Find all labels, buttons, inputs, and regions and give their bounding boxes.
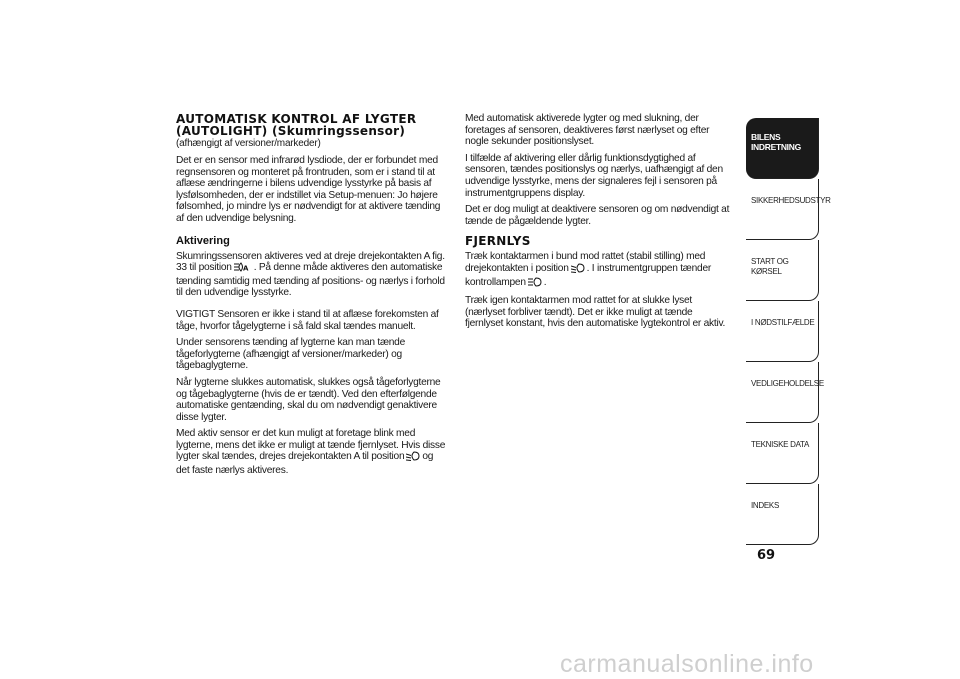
- heading-line-2: (AUTOLIGHT) (Skumringssensor): [176, 124, 406, 138]
- right-column: [465, 113, 731, 335]
- activation-paragraph: Skumringssensoren aktiveres ved at dreje drejekontakten A fig. 33 til position A . På denne måde aktiveres den automatiske tænding samtidig med tænding af positions- og nærlys i forhold til den udvendige lysstyrke.: [176, 250, 445, 299]
- tab-start-og-korsel[interactable]: START OG KØRSEL: [746, 240, 819, 301]
- important-paragraph: VIGTIGT Sensoren er ikke i stand til at aflæse forekomsten af tåge, hvorfor tågelygterne i så fald skal tændes manuelt.: [176, 308, 439, 332]
- tab-sikkerhedsudstyr[interactable]: SIKKERHEDSUDSTYR: [746, 179, 819, 240]
- section-heading: [176, 113, 448, 137]
- tab-tekniske-data[interactable]: TEKNISKE DATA: [746, 423, 819, 484]
- high-beam-paragraph: Træk kontaktarmen i bund mod rattet (stabil stilling) med drejekontakten i position . I instrumentgruppen tænder kontrollampen .: [465, 251, 731, 290]
- flash-paragraph: Med aktiv sensor er det kun muligt at foretage blink med lygterne, mens det ikke er muligt at tænde fjernlyset. Hvis disse lygter skal tændes, drejes drejekontakten A til position og det faste nærlys aktiveres.: [176, 428, 446, 477]
- version-note: (afhængigt af versioner/markeder): [176, 138, 321, 149]
- low-beam-icon: [571, 263, 585, 277]
- auto-light-icon: [234, 262, 252, 276]
- low-beam-icon: [406, 451, 420, 465]
- sensor-fault-paragraph: I tilfælde af aktivering eller dårlig funktionsdygtighed af sensoren, tændes positionslys og nærlys, uafhængigt af den udvendige lysstyrke, mens der signaleres fejl i sensoren på instrumentgruppens display.: [465, 152, 723, 199]
- auto-off-paragraph: Når lygterne slukkes automatisk, slukkes også tågeforlygterne og tågebaglygterne (hvis de er tændt). Ved den efterfølgende automatiske gentænding, skal du om nødvendigt genaktivere disse lygter.: [176, 376, 441, 423]
- high-beam-icon: [528, 277, 542, 291]
- auto-off-sequence-paragraph: Med automatisk aktiverede lygter og med slukning, der foretages af sensoren, deaktiveres først nærlyset og efter nogle sekunder positionslyset.: [465, 113, 710, 148]
- tab-vedligeholdelse[interactable]: VEDLIGEHOLDELSE: [746, 362, 819, 423]
- tab-bilens-indretning[interactable]: BILENS INDRETNING: [746, 118, 819, 179]
- watermark: carmanualsonline.info: [560, 650, 814, 678]
- deactivate-paragraph: Det er dog muligt at deaktivere sensoren og om nødvendigt at tænde de pågældende lygter.: [465, 204, 730, 227]
- intro-paragraph: Det er en sensor med infrarød lysdiode, der er forbundet med regnsensoren og monteret på frontruden, som er i stand til at aflæse ændringerne i bilens udvendige lysstyrke på basis af lysfølsomheden, der er indstillet via Setup-menuen: Jo højere følsomhed, jo mindre lys er nødvendigt for at aktivere tænding af den udvendige belysning.: [176, 155, 441, 224]
- fjernlys-heading: FJERNLYS: [465, 234, 531, 249]
- svg-text:A: A: [242, 264, 248, 273]
- high-beam-off-paragraph: Træk igen kontaktarmen mod rattet for at slukke lyset (nærlyset forbliver tændt). Det er ikke muligt at tænde fjernlyset konstant, hvis den automatiske lygtekontrol er aktiv.: [465, 295, 726, 330]
- left-column: [176, 113, 448, 482]
- subheading-aktivering: Aktivering: [176, 234, 230, 247]
- tab-indeks[interactable]: INDEKS: [746, 484, 819, 545]
- page-number: 69: [757, 548, 776, 563]
- heading-line-1: AUTOMATISK KONTROL AF LYGTER: [176, 112, 417, 126]
- chapter-tabs: [746, 118, 831, 545]
- fog-paragraph: Under sensorens tænding af lygterne kan man tænde tågeforlygterne (afhængigt af versioner/markeder) og tågebaglygterne.: [176, 337, 405, 372]
- tab-i-nodstilfaelde[interactable]: I NØDSTILFÆLDE: [746, 301, 819, 362]
